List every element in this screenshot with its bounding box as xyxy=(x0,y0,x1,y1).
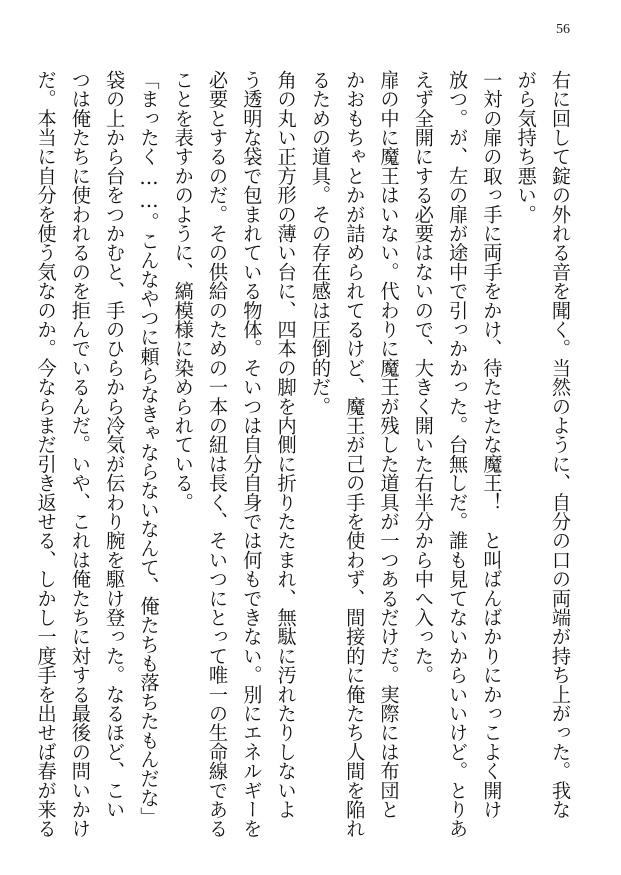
text-line: 角の丸い正方形の薄い台に、四本の脚を内側に折りたたまれ、無駄に汚れたりしないよ xyxy=(274,70,298,819)
text-line: 扉の中に魔王はいない。代わりに魔王が残した道具が一つあるだけだ。実際には布団と xyxy=(377,70,401,819)
text-line: 「まったく……。こんなやつに頼らなきゃならないなんて、俺たちも落ちたもんだな」 xyxy=(137,70,161,827)
text-line: 一対の扉の取っ手に両手をかけ、待たせたな魔王！ と叫ばんばかりにかっこよく開け xyxy=(480,70,504,819)
vertical-body-text xyxy=(28,70,577,839)
text-line: 右に回して錠の外れる音を聞く。当然のように、自分の口の両端が持ち上がった。我な xyxy=(549,70,572,819)
page-number: 56 xyxy=(556,22,570,37)
text-line: 必要とするのだ。その供給のための一本の紐は長く、そいつにとって唯一の生命線である xyxy=(206,70,230,838)
text-line: 放つ。が、左の扉が途中で引っかかった。台無しだ。誰も見てないからいいけど。とりあ xyxy=(446,70,470,838)
text-line: つは俺たちに使われるのを拒んでいるんだ。いや、これは俺たちに対する最後の問いかけ xyxy=(68,70,92,838)
text-line: 袋の上から台をつかむと、手のひらから冷気が伝わり腕を駆け登った。なるほど、こい xyxy=(103,70,127,819)
text-line: ことを表すかのように、縞模様に染められている。 xyxy=(171,70,195,512)
text-line: う透明な袋で包まれている物体。そいつは自分自身では何もできない。別にエネルギーを xyxy=(240,70,264,838)
text-line: かおもちゃとかが詰められてるけど、魔王が己の手を使わず、間接的に俺たち人間を陥れ xyxy=(343,70,367,839)
text-line: るための道具。その存在感は圧倒的だ。 xyxy=(308,70,332,416)
text-line: がら気持ち悪い。 xyxy=(514,70,538,224)
text-line: えず全開にする必要はないので、大きく開いた右半分から中へ入った。 xyxy=(411,70,435,685)
text-line: だ。本当に自分を使う気なのか。今ならまだ引き返せる、しかし一度手を出せば春が来る xyxy=(34,70,58,838)
